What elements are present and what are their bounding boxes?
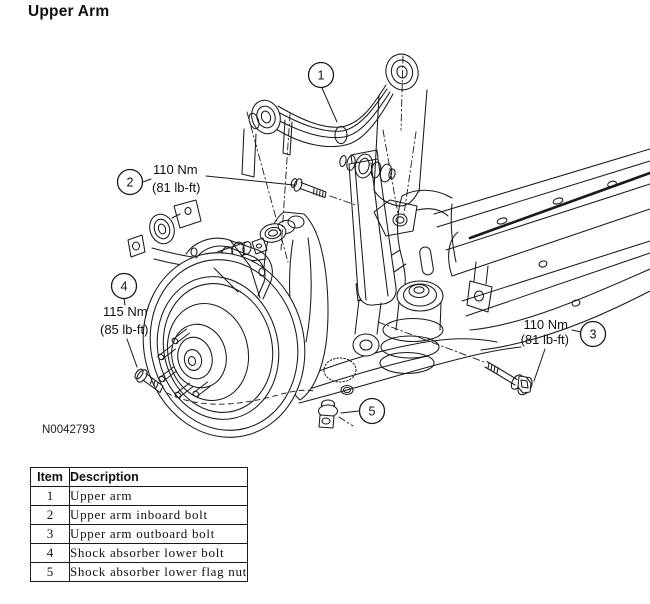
legend-item-description: Shock absorber lower flag nut <box>70 563 248 582</box>
outboard-bolt <box>485 362 535 398</box>
callout-5-number: 5 <box>368 404 376 419</box>
figure-id: N0042793 <box>42 424 96 436</box>
callout-5 <box>360 399 385 424</box>
legend-row-5 <box>31 563 248 582</box>
callout-4 <box>112 274 137 299</box>
legend-header-row <box>31 468 248 487</box>
legend-table <box>30 467 248 582</box>
legend-row-2 <box>31 506 248 525</box>
legend-header-description: Description <box>70 468 248 487</box>
legend-row-4 <box>31 544 248 563</box>
legend-row-1 <box>31 487 248 506</box>
trailing-arm-bushing <box>146 200 201 247</box>
legend-header-item: Item <box>31 468 70 487</box>
callout-2-number: 2 <box>126 175 134 190</box>
legend-row-3 <box>31 525 248 544</box>
callout-3 <box>581 322 606 347</box>
callout-4-number: 4 <box>120 279 128 294</box>
legend-item-description: Upper arm outboard bolt <box>70 525 248 544</box>
inboard-bolt <box>290 178 326 198</box>
torque-label-inboard-lbft: (81 lb-ft) <box>152 180 201 195</box>
callout-1-number: 1 <box>317 68 325 83</box>
legend-item-number: 5 <box>31 563 70 582</box>
torque-label-shockbolt-nm: 115 Nm <box>103 304 148 319</box>
callout-2 <box>118 170 143 195</box>
callout-3-number: 3 <box>589 327 597 342</box>
legend-item-description: Upper arm <box>70 487 248 506</box>
legend-item-number: 1 <box>31 487 70 506</box>
page-title: Upper Arm <box>28 3 110 20</box>
legend-item-description: Shock absorber lower bolt <box>70 544 248 563</box>
torque-label-shockbolt-lbft: (85 lb-ft) <box>100 322 149 337</box>
torque-label-outboard-lbft: (81 lb-ft) <box>520 332 569 347</box>
callout-1 <box>309 63 334 88</box>
legend-item-number: 4 <box>31 544 70 563</box>
torque-label-outboard-nm: 110 Nm <box>523 317 568 332</box>
legend-item-number: 2 <box>31 506 70 525</box>
torque-label-inboard-nm: 110 Nm <box>153 162 198 177</box>
flag-nut <box>319 400 338 428</box>
legend-item-number: 3 <box>31 525 70 544</box>
legend-item-description: Upper arm inboard bolt <box>70 506 248 525</box>
